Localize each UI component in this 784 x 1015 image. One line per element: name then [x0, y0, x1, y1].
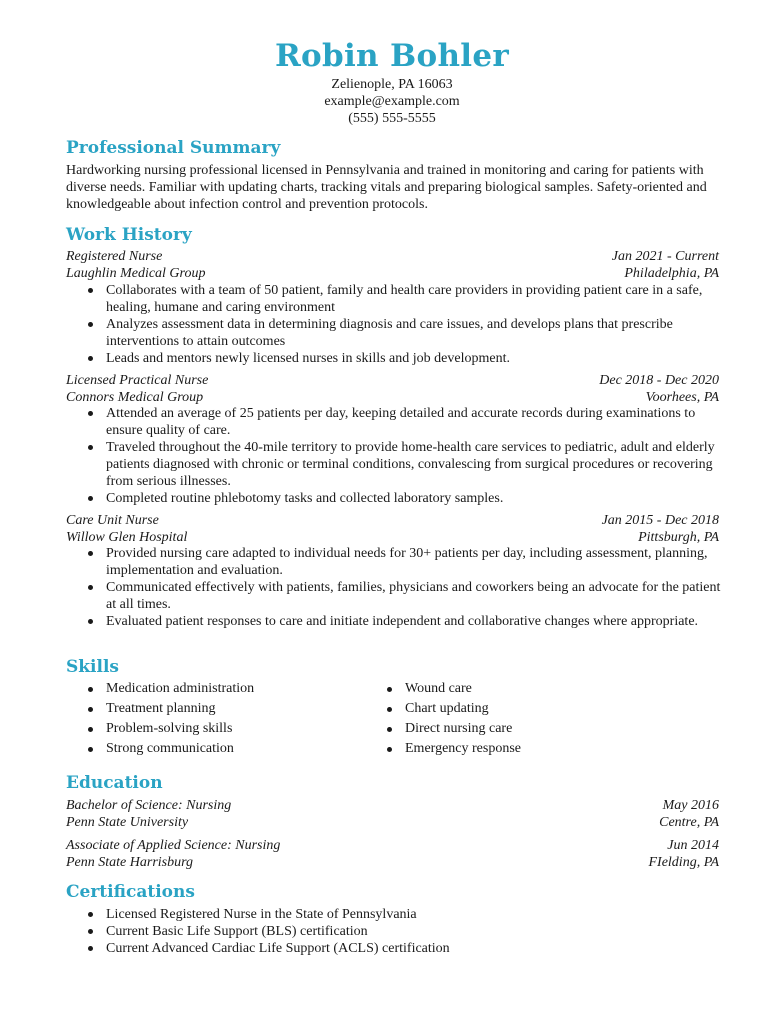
list-item [66, 906, 726, 923]
bullet-icon [88, 619, 93, 624]
job-company: Connors Medical Group [66, 390, 204, 405]
skills-list-left [66, 679, 366, 759]
list-item [66, 490, 726, 507]
skill-text: Emergency response [405, 741, 521, 756]
school-location: Centre, PA [659, 815, 719, 830]
bullet-icon [88, 912, 93, 917]
list-item [66, 613, 726, 630]
work-history-heading: Work History [66, 225, 192, 245]
job-2-header [66, 372, 719, 389]
duty-text: Completed routine phlebotomy tasks and collected laboratory samples. [106, 491, 504, 506]
job-dates: Jan 2015 - Dec 2018 [601, 513, 719, 528]
list-item [66, 545, 726, 579]
list-item [66, 316, 726, 350]
job-location: Pittsburgh, PA [638, 530, 719, 545]
bullet-icon [88, 946, 93, 951]
list-item [66, 923, 726, 940]
list-item [66, 739, 366, 759]
skill-text: Strong communication [106, 741, 234, 756]
bullet-icon [88, 585, 93, 590]
education-heading: Education [66, 773, 163, 793]
job-1-duties [66, 282, 726, 367]
duty-text: Evaluated patient responses to care and initiate independent and collaborative changes where appropriate. [106, 614, 699, 629]
duty-text: Provided nursing care adapted to individual needs for 30+ patients per day, including assessment, planning, implementation and evaluation. [106, 546, 708, 578]
bullet-icon [88, 687, 93, 692]
job-company: Willow Glen Hospital [66, 530, 188, 545]
job-position: Care Unit Nurse [66, 513, 159, 528]
education-2-header [66, 837, 719, 854]
degree: Bachelor of Science: Nursing [66, 798, 232, 813]
skills-list-right [365, 679, 665, 759]
duty-text: Communicated effectively with patients, families, physicians and coworkers being an advocate for the patient at all times. [106, 580, 721, 612]
duty-text: Analyzes assessment data in determining diagnosis and care issues, and develops plans that prescribe interventions to attain outcomes [106, 317, 673, 349]
job-3-header [66, 512, 719, 529]
duty-text: Traveled throughout the 40-mile territory to provide home-health care services to pediatric, adult and elderly patients diagnosed with chronic or terminal conditions, convalescing from surgical procedures or recovering from serious illnesses. [106, 440, 715, 489]
list-item [66, 405, 726, 439]
job-2-duties [66, 405, 726, 507]
bullet-icon [88, 929, 93, 934]
list-item [66, 940, 726, 957]
education-2-school [66, 854, 719, 871]
list-item [66, 579, 726, 613]
phone: (555) 555-5555 [348, 111, 436, 126]
skill-text: Chart updating [405, 701, 489, 716]
bullet-icon [387, 707, 392, 712]
summary-text: Hardworking nursing professional licensed in Pennsylvania and trained in monitoring and caring for patients with diverse needs. Familiar with updating charts, tracking vitals and preparing biological samples. Safety-oriented and knowledgeable about infection control and prevention protocols. [66, 163, 707, 212]
list-item [365, 739, 665, 759]
skill-text: Direct nursing care [405, 721, 513, 736]
certification-text: Licensed Registered Nurse in the State of Pennsylvania [106, 907, 417, 922]
certifications-heading: Certifications [66, 882, 195, 902]
candidate-name: Robin Bohler [274, 38, 510, 74]
bullet-icon [88, 411, 93, 416]
bullet-icon [88, 747, 93, 752]
school-location: FIelding, PA [648, 855, 719, 870]
degree: Associate of Applied Science: Nursing [66, 838, 281, 853]
list-item [365, 679, 665, 699]
list-item [365, 699, 665, 719]
job-2-employer [66, 389, 719, 406]
bullet-icon [88, 356, 93, 361]
list-item [66, 699, 366, 719]
list-item [66, 282, 726, 316]
job-1-header [66, 248, 719, 265]
bullet-icon [387, 727, 392, 732]
bullet-icon [387, 687, 392, 692]
bullet-icon [88, 496, 93, 501]
job-dates: Jan 2021 - Current [611, 249, 719, 264]
duty-text: Leads and mentors newly licensed nurses in skills and job development. [106, 351, 510, 366]
skill-text: Medication administration [106, 681, 255, 696]
job-position: Registered Nurse [66, 249, 163, 264]
job-position: Licensed Practical Nurse [66, 373, 209, 388]
education-1-school [66, 814, 719, 831]
school-name: Penn State University [66, 815, 189, 830]
address: Zelienople, PA 16063 [331, 77, 453, 92]
duty-text: Collaborates with a team of 50 patient, family and health care providers in providing patient care in a safe, healing, humane and caring environment [106, 283, 703, 315]
skill-text: Wound care [405, 681, 472, 696]
job-dates: Dec 2018 - Dec 2020 [599, 373, 719, 388]
certification-text: Current Advanced Cardiac Life Support (ACLS) certification [106, 941, 450, 956]
skill-text: Treatment planning [106, 701, 216, 716]
job-1-employer [66, 265, 719, 282]
skills-heading: Skills [66, 657, 120, 677]
list-item [365, 719, 665, 739]
certification-text: Current Basic Life Support (BLS) certification [106, 924, 368, 939]
bullet-icon [387, 747, 392, 752]
summary-heading: Professional Summary [66, 138, 281, 158]
bullet-icon [88, 288, 93, 293]
graduation-date: May 2016 [662, 798, 719, 813]
job-3-duties [66, 545, 726, 630]
education-1-header [66, 797, 719, 814]
job-company: Laughlin Medical Group [66, 266, 206, 281]
list-item [66, 439, 726, 490]
list-item [66, 350, 726, 367]
duty-text: Attended an average of 25 patients per day, keeping detailed and accurate records during examinations to ensure quality of care. [106, 406, 696, 438]
school-name: Penn State Harrisburg [66, 855, 194, 870]
job-location: Voorhees, PA [645, 390, 719, 405]
bullet-icon [88, 727, 93, 732]
skill-text: Problem-solving skills [106, 721, 233, 736]
contact-info [0, 76, 784, 127]
list-item [66, 719, 366, 739]
job-location: Philadelphia, PA [624, 266, 719, 281]
bullet-icon [88, 322, 93, 327]
certifications-list [66, 906, 726, 957]
bullet-icon [88, 707, 93, 712]
job-3-employer [66, 529, 719, 546]
graduation-date: Jun 2014 [667, 838, 719, 853]
list-item [66, 679, 366, 699]
email: example@example.com [324, 94, 460, 109]
bullet-icon [88, 551, 93, 556]
bullet-icon [88, 445, 93, 450]
